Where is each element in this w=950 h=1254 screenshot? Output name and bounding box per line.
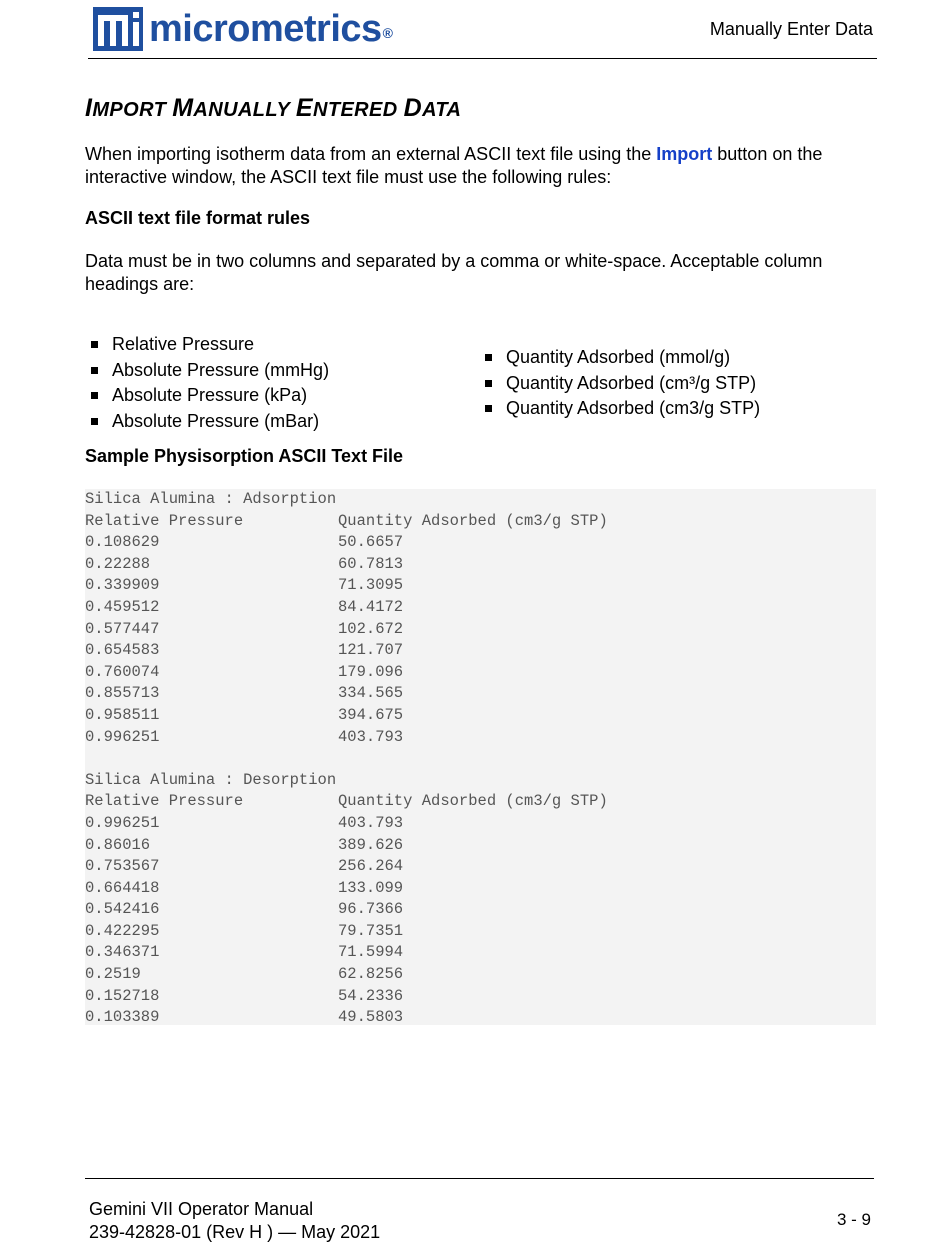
adsorption-data-row: 0.339909 71.3095: [85, 576, 404, 595]
page-number: 3 - 9: [836, 1210, 871, 1229]
adsorption-data-row: 0.22288 60.7813: [85, 554, 404, 573]
column-headings-list-right: [479, 345, 760, 422]
column-heading-item: Quantity Adsorbed (cm³/g STP): [479, 371, 760, 397]
blank-line: [85, 748, 876, 770]
sample-heading: Sample Physisorption ASCII Text File: [85, 446, 404, 466]
footer-manual-title: Gemini VII Operator Manual: [89, 1199, 314, 1219]
import-button-reference: Import: [656, 144, 713, 164]
column-headings-list-left: [85, 332, 329, 434]
adsorption-data-row: 0.958511 394.675: [85, 705, 404, 724]
sample-ascii-file: [85, 489, 876, 1025]
adsorption-data-row: 0.760074 179.096: [85, 662, 404, 681]
column-heading-item: Absolute Pressure (mmHg): [85, 358, 329, 384]
registered-mark: ®: [382, 25, 393, 41]
logo-wordmark: micrometrics®: [149, 8, 393, 50]
desorption-data-row: 0.86016 389.626: [85, 835, 404, 854]
column-heading-item: Quantity Adsorbed (mmol/g): [479, 345, 760, 371]
page-title: IMPORT MANUALLY ENTERED DATA: [85, 94, 462, 122]
desorption-data-row: 0.753567 256.264: [85, 857, 404, 876]
footer-document-info: [89, 1198, 380, 1244]
header-divider: [88, 58, 877, 59]
desorption-data-row: 0.2519 62.8256: [85, 965, 404, 984]
intro-paragraph: When importing isotherm data from an external ASCII text file using the Import button on the interactive window, the ASCII text file must use the following rules:: [85, 144, 823, 187]
micromeritics-logo: [93, 6, 393, 52]
desorption-data-row: 0.996251 403.793: [85, 813, 404, 832]
footer-doc-number: 239-42828-01 (Rev H ) — May 2021: [89, 1222, 381, 1242]
desorption-data-row: 0.103389 49.5803: [85, 1008, 404, 1027]
column-header-line: Relative Pressure Quantity Adsorbed (cm3/g STP): [85, 792, 608, 811]
column-heading-item: Absolute Pressure (kPa): [85, 383, 329, 409]
adsorption-data-row: 0.996251 403.793: [85, 727, 404, 746]
desorption-title-line: Silica Alumina : Desorption: [85, 770, 337, 789]
adsorption-data-row: 0.577447 102.672: [85, 619, 404, 638]
desorption-data-row: 0.664418 133.099: [85, 878, 404, 897]
rules-heading: ASCII text file format rules: [85, 208, 311, 228]
adsorption-data-row: 0.654583 121.707: [85, 641, 404, 660]
adsorption-data-row: 0.855713 334.565: [85, 684, 404, 703]
column-heading-item: Absolute Pressure (mBar): [85, 409, 329, 435]
column-header-line: Relative Pressure Quantity Adsorbed (cm3/g STP): [85, 511, 608, 530]
column-heading-item: Relative Pressure: [85, 332, 329, 358]
column-heading-item: Quantity Adsorbed (cm3/g STP): [479, 396, 760, 422]
logo-mark-icon: [93, 7, 143, 51]
desorption-data-row: 0.422295 79.7351: [85, 921, 404, 940]
desorption-data-row: 0.152718 54.2336: [85, 986, 404, 1005]
desorption-data-row: 0.346371 71.5994: [85, 943, 404, 962]
adsorption-title-line: Silica Alumina : Adsorption: [85, 490, 337, 508]
header-section-title: Manually Enter Data: [709, 19, 873, 39]
adsorption-data-row: 0.459512 84.4172: [85, 597, 404, 616]
adsorption-data-row: 0.108629 50.6657: [85, 533, 404, 552]
desorption-data-row: 0.542416 96.7366: [85, 900, 404, 919]
footer-divider: [85, 1178, 874, 1179]
columns-paragraph: Data must be in two columns and separated by a comma or white-space. Acceptable column headings are:: [85, 251, 823, 294]
